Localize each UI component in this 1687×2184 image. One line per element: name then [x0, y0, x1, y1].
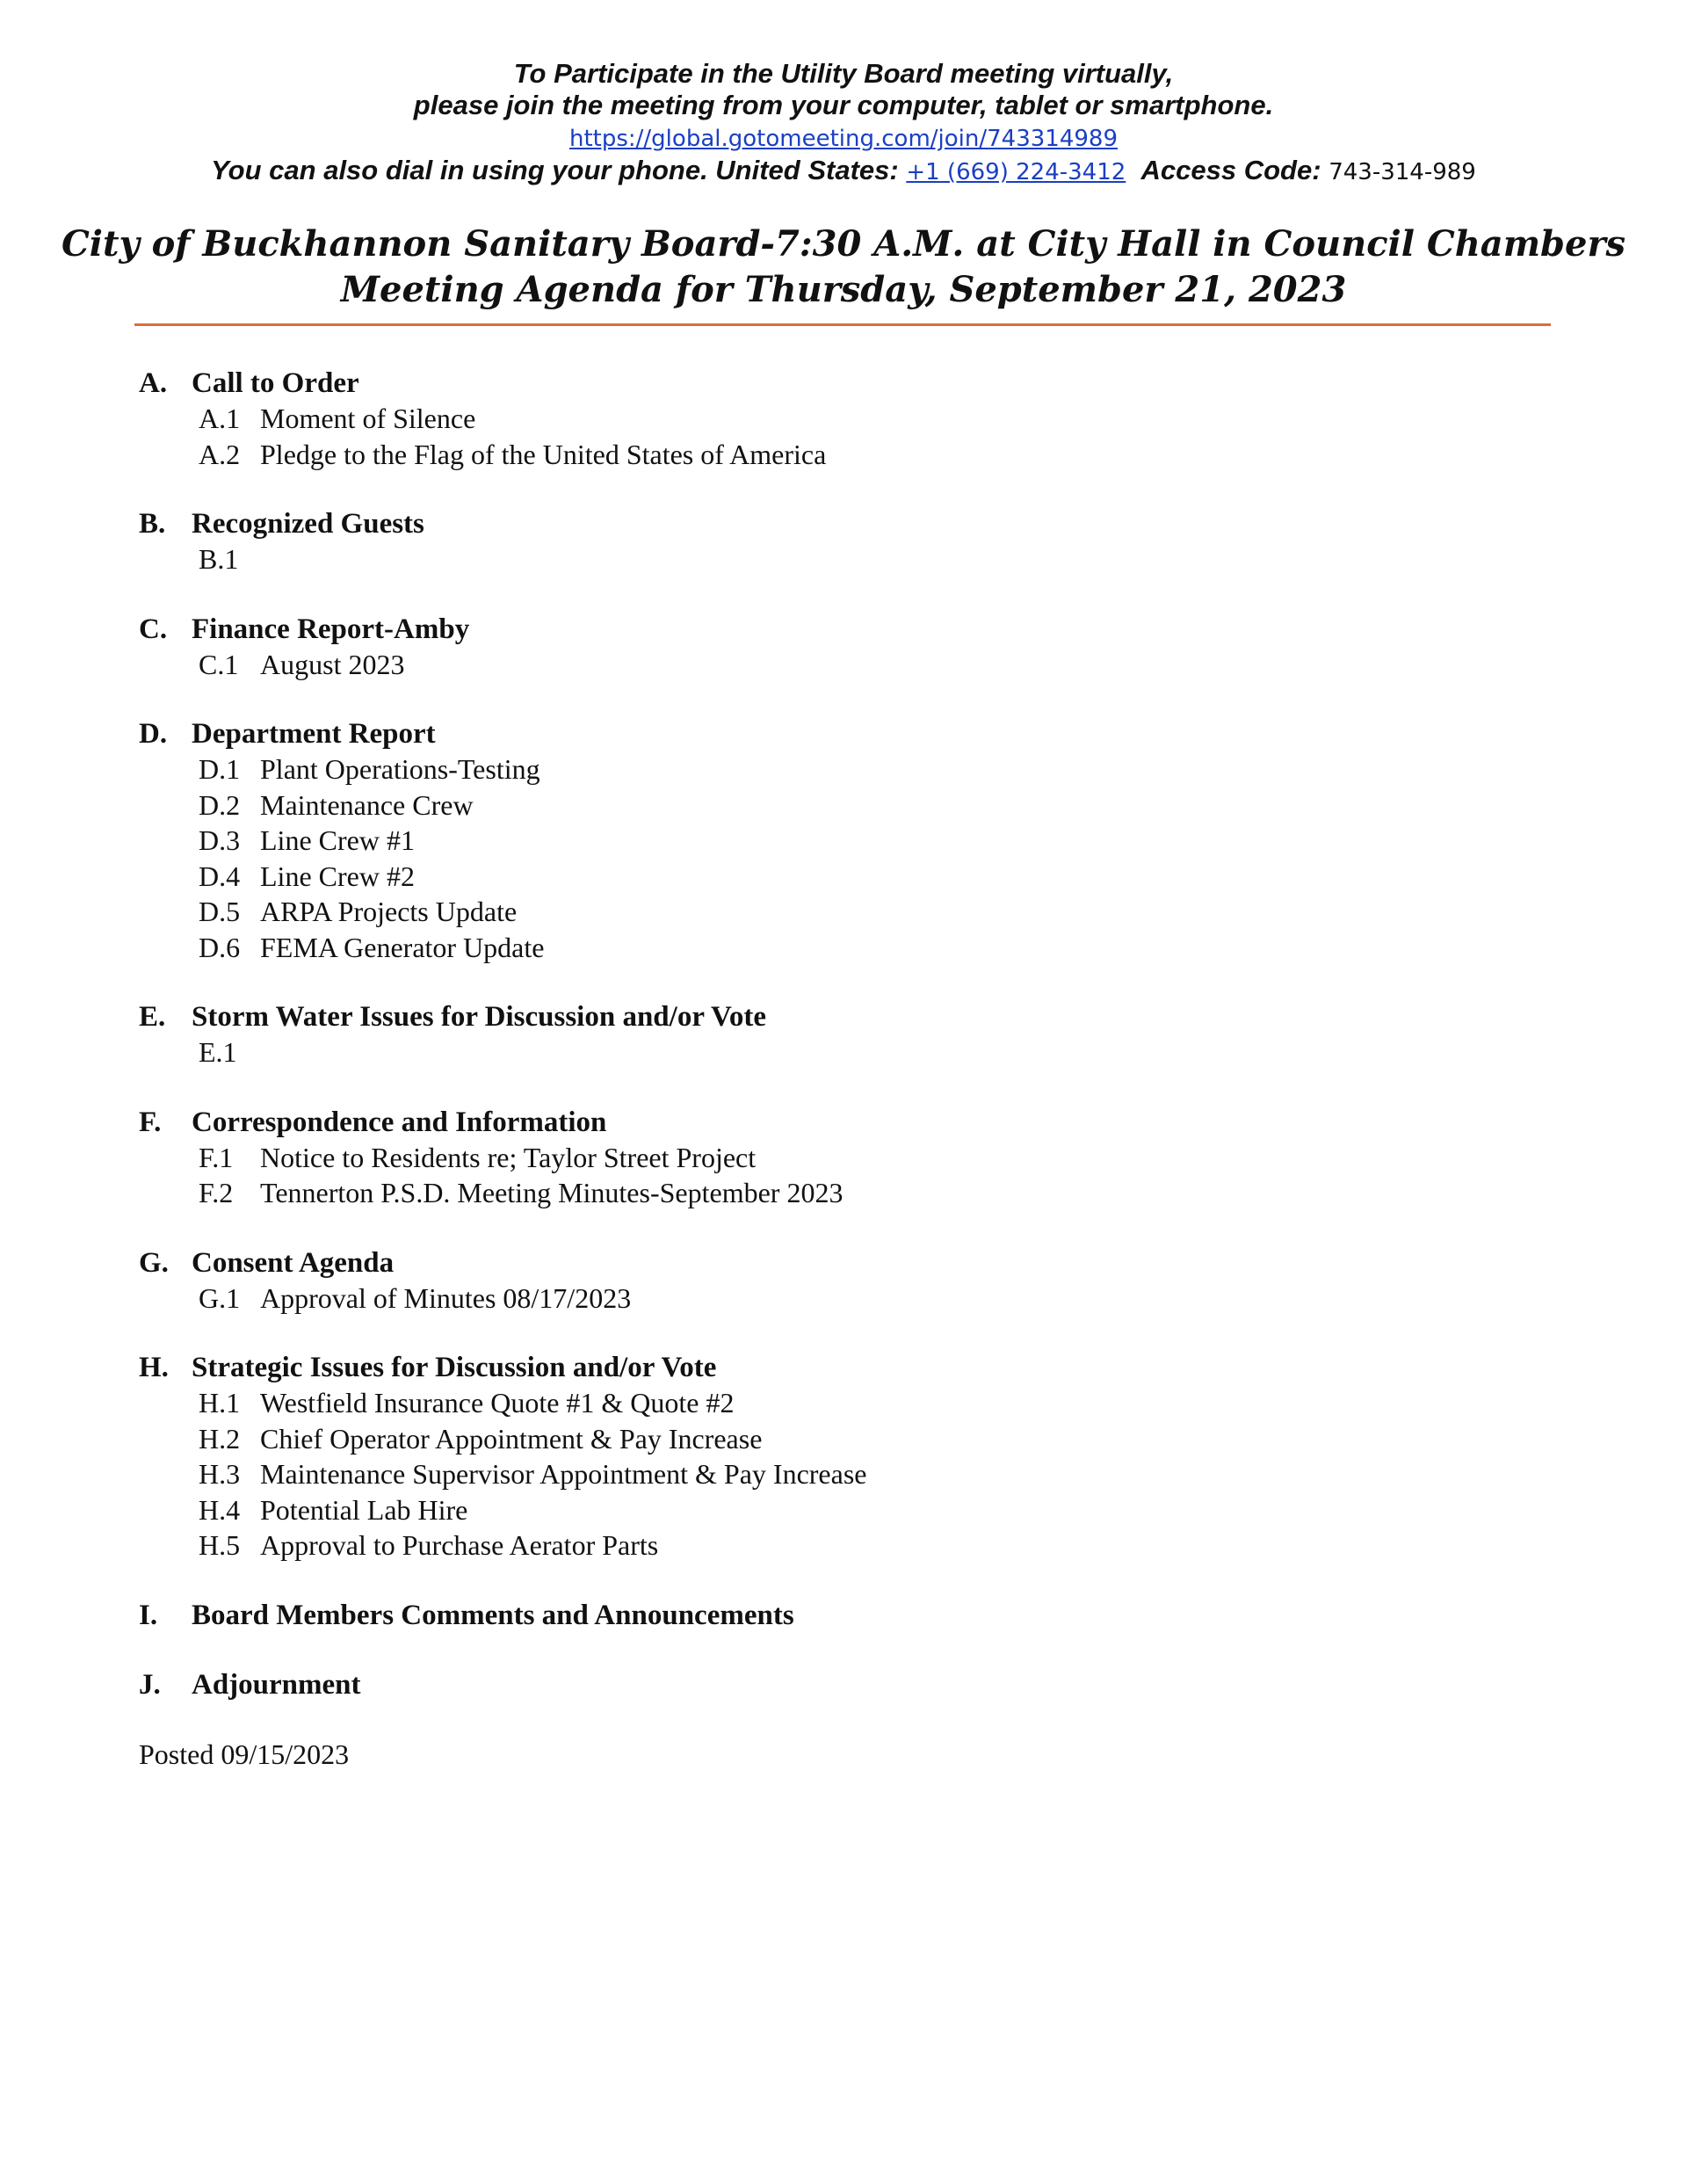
- agenda-item: [139, 541, 1545, 577]
- agenda-item: [139, 1385, 1545, 1421]
- meeting-link-line: [0, 121, 1687, 155]
- agenda-item: [139, 647, 1545, 683]
- agenda-section: [139, 1598, 1545, 1633]
- item-text: Notice to Residents re; Taylor Street Project: [260, 1141, 757, 1173]
- section-title: Recognized Guests: [192, 508, 424, 540]
- section-title: Adjournment: [192, 1668, 361, 1701]
- agenda-section: [139, 1105, 1545, 1211]
- agenda-item: [139, 1456, 1545, 1492]
- dial-in-prefix: You can also dial in using your phone. United States:: [211, 155, 899, 185]
- item-number: H.3: [199, 1458, 241, 1490]
- item-number: D.5: [199, 896, 241, 927]
- section-title: Consent Agenda: [192, 1246, 395, 1279]
- section-title: Call to Order: [192, 367, 359, 399]
- virtual-line-2: please join the meeting from your computer, tablet or smartphone.: [413, 90, 1274, 120]
- section-letter: I.: [139, 1599, 158, 1631]
- virtual-meeting-info: [0, 58, 1687, 188]
- agenda-item: [139, 1527, 1545, 1564]
- section-heading: [139, 716, 1545, 751]
- agenda-item: [139, 401, 1545, 437]
- agenda-item: [139, 787, 1545, 824]
- meeting-link[interactable]: https://global.gotomeeting.com/join/743314989: [568, 126, 1118, 152]
- item-number: D.1: [199, 753, 241, 785]
- item-text: Westfield Insurance Quote #1 & Quote #2: [260, 1387, 735, 1419]
- agenda-section: [139, 366, 1545, 472]
- section-heading: [139, 366, 1545, 401]
- agenda-section: [139, 999, 1545, 1070]
- agenda-item: [139, 823, 1545, 859]
- item-text: Moment of Silence: [260, 403, 476, 434]
- item-number: D.2: [199, 788, 241, 821]
- access-code-label: Access Code:: [1140, 155, 1321, 185]
- item-text: Maintenance Crew: [260, 788, 474, 821]
- title-divider: [134, 323, 1551, 326]
- section-letter: J.: [139, 1668, 161, 1701]
- section-letter: G.: [139, 1246, 169, 1279]
- section-title: Storm Water Issues for Discussion and/or Vote: [192, 1001, 766, 1033]
- item-text: Plant Operations-Testing: [260, 753, 540, 785]
- section-letter: H.: [139, 1352, 169, 1383]
- agenda-section: [139, 506, 1545, 577]
- item-number: H.5: [199, 1529, 241, 1561]
- item-number: H.2: [199, 1422, 241, 1455]
- agenda-item: [139, 1140, 1545, 1176]
- item-number: D.4: [199, 860, 241, 892]
- section-title: Correspondence and Information: [192, 1106, 607, 1138]
- title-line-1: City of Buckhannon Sanitary Board-7:30 A.M. at City Hall in Council Chambers: [61, 223, 1626, 265]
- agenda-item: [139, 1421, 1545, 1457]
- section-title: Board Members Comments and Announcements: [192, 1599, 794, 1631]
- item-number: G.1: [199, 1281, 241, 1314]
- item-number: H.4: [199, 1493, 241, 1526]
- section-title: Strategic Issues for Discussion and/or Vote: [192, 1352, 717, 1383]
- virtual-line-1: To Participate in the Utility Board meeting virtually,: [513, 58, 1174, 89]
- item-text: Approval of Minutes 08/17/2023: [260, 1281, 632, 1314]
- section-heading: [139, 1105, 1545, 1140]
- agenda-section: [139, 1350, 1545, 1564]
- item-text: Potential Lab Hire: [260, 1493, 468, 1526]
- item-number: C.1: [199, 648, 239, 680]
- item-text: August 2023: [260, 648, 405, 680]
- item-text: FEMA Generator Update: [260, 931, 545, 963]
- agenda-item: [139, 930, 1545, 966]
- item-number: A.2: [199, 438, 241, 470]
- item-text: Pledge to the Flag of the United States of America: [260, 438, 827, 470]
- section-title: Finance Report-Amby: [192, 613, 470, 645]
- section-heading: [139, 999, 1545, 1034]
- agenda-item: [139, 751, 1545, 787]
- title-line-2: Meeting Agenda for Thursday, September 21, 2023: [340, 269, 1347, 310]
- item-number: D.6: [199, 931, 241, 963]
- agenda-item: [139, 859, 1545, 895]
- section-letter: D.: [139, 718, 168, 750]
- item-text: Chief Operator Appointment & Pay Increase: [260, 1422, 763, 1455]
- agenda-section: [139, 716, 1545, 965]
- section-letter: B.: [139, 508, 166, 540]
- item-number: D.3: [199, 824, 241, 856]
- agenda-item: [139, 1175, 1545, 1211]
- agenda-list: [139, 366, 1545, 1772]
- item-number: H.1: [199, 1387, 241, 1419]
- item-number: F.1: [199, 1141, 234, 1173]
- agenda-section: [139, 612, 1545, 683]
- agenda-section: [139, 1667, 1545, 1702]
- item-number: F.2: [199, 1177, 234, 1208]
- item-number: B.1: [199, 543, 239, 575]
- agenda-item: [139, 1492, 1545, 1528]
- agenda-section: [139, 1245, 1545, 1317]
- section-heading: [139, 1350, 1545, 1385]
- item-text: Line Crew #2: [260, 860, 415, 892]
- section-heading: [139, 506, 1545, 541]
- item-text: ARPA Projects Update: [260, 896, 518, 927]
- posted-date: Posted 09/15/2023: [139, 1738, 350, 1770]
- agenda-item: [139, 437, 1545, 473]
- section-heading: [139, 1245, 1545, 1281]
- item-text: Tennerton P.S.D. Meeting Minutes-September 2023: [260, 1177, 844, 1208]
- section-letter: E.: [139, 1001, 166, 1033]
- section-letter: F.: [139, 1106, 162, 1138]
- section-heading: [139, 1667, 1545, 1702]
- item-text: Line Crew #1: [260, 824, 415, 856]
- section-letter: C.: [139, 613, 168, 645]
- agenda-item: [139, 1281, 1545, 1317]
- dial-in-line: [0, 155, 1687, 188]
- phone-link[interactable]: +1 (669) 224-3412: [906, 159, 1126, 185]
- agenda-item: [139, 1034, 1545, 1070]
- section-title: Department Report: [192, 718, 436, 750]
- agenda-item: [139, 894, 1545, 930]
- page-title: [0, 221, 1687, 313]
- item-number: A.1: [199, 403, 241, 434]
- section-heading: [139, 612, 1545, 647]
- item-text: Approval to Purchase Aerator Parts: [260, 1529, 659, 1561]
- access-code-value: 743-314-989: [1329, 159, 1476, 185]
- item-number: E.1: [199, 1036, 237, 1068]
- item-text: Maintenance Supervisor Appointment & Pay Increase: [260, 1458, 867, 1490]
- section-heading: [139, 1598, 1545, 1633]
- section-letter: A.: [139, 367, 168, 399]
